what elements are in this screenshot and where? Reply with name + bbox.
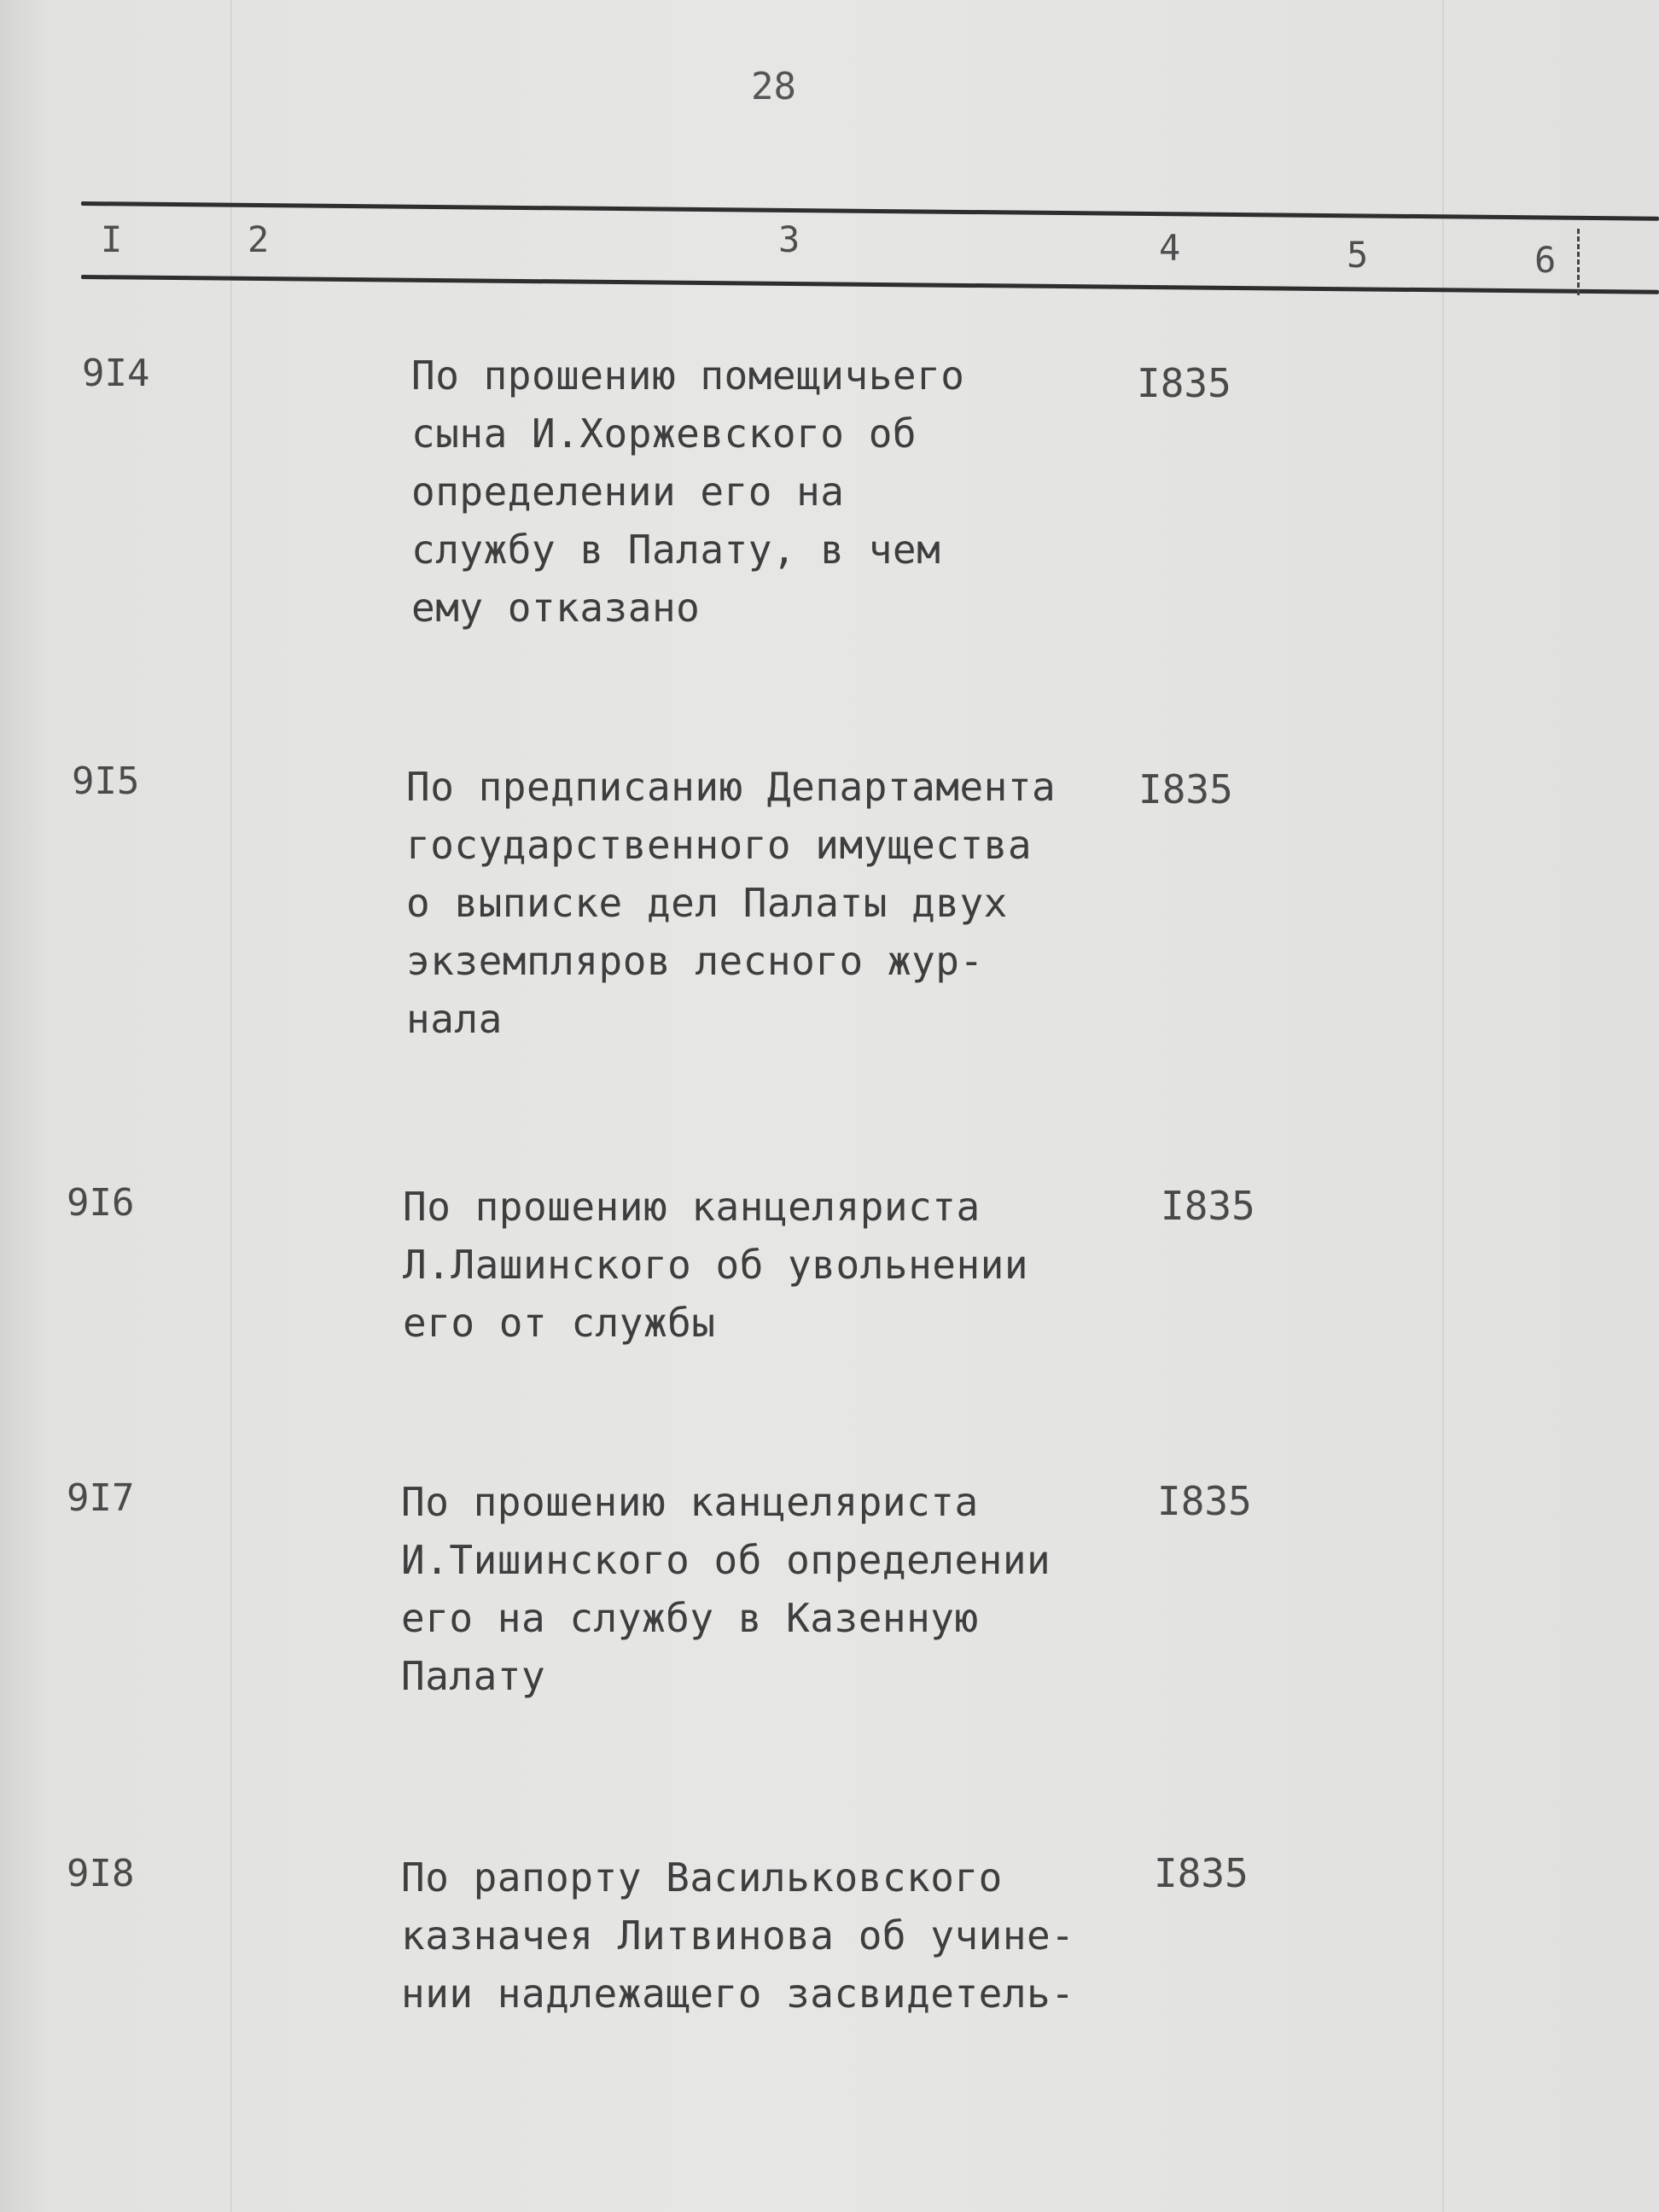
column-header-4: 4	[1159, 227, 1181, 269]
record-year: I835	[1161, 1183, 1255, 1229]
record-number: 9I7	[67, 1476, 135, 1520]
record-title: По прошению канцеляриста И.Тишинского об определении его на службу в Казенную Палату	[401, 1479, 1051, 1699]
column-header-6: 6	[1534, 239, 1557, 281]
record-number: 9I4	[82, 352, 150, 395]
column-guide-line	[1442, 0, 1444, 2212]
record-year: I835	[1157, 1478, 1252, 1524]
record-title: По прошению канцеляриста Л.Лашинского об увольнении его от службы	[403, 1184, 1029, 1346]
record-title: По прошению помещичьего сына И.Хоржевского об определении его на службу в Палату, в чем ему отказано	[411, 352, 965, 631]
column-header-3: 3	[778, 218, 800, 260]
header-top-rule	[81, 201, 1659, 221]
column-divider-tick	[1577, 229, 1580, 295]
column-header-2: 2	[247, 218, 270, 260]
record-year: I835	[1137, 360, 1231, 406]
column-guide-line	[230, 0, 232, 2212]
record-title: По предписанию Департамента государственного имущества о выписке дел Палаты двух экземпляров лесного жур- нала	[406, 764, 1057, 1042]
record-title: По рапорту Васильковского казначея Литвинова об учине- нии надлежащего засвидетель-	[401, 1854, 1075, 2017]
column-header-1: I	[101, 218, 123, 260]
column-header-5: 5	[1347, 234, 1369, 276]
record-year: I835	[1138, 766, 1233, 812]
header-bottom-rule	[81, 275, 1659, 294]
record-number: 9I5	[72, 760, 140, 803]
record-number: 9I8	[67, 1852, 135, 1895]
page-number: 28	[751, 65, 796, 108]
record-number: 9I6	[67, 1181, 135, 1225]
record-year: I835	[1154, 1850, 1249, 1896]
